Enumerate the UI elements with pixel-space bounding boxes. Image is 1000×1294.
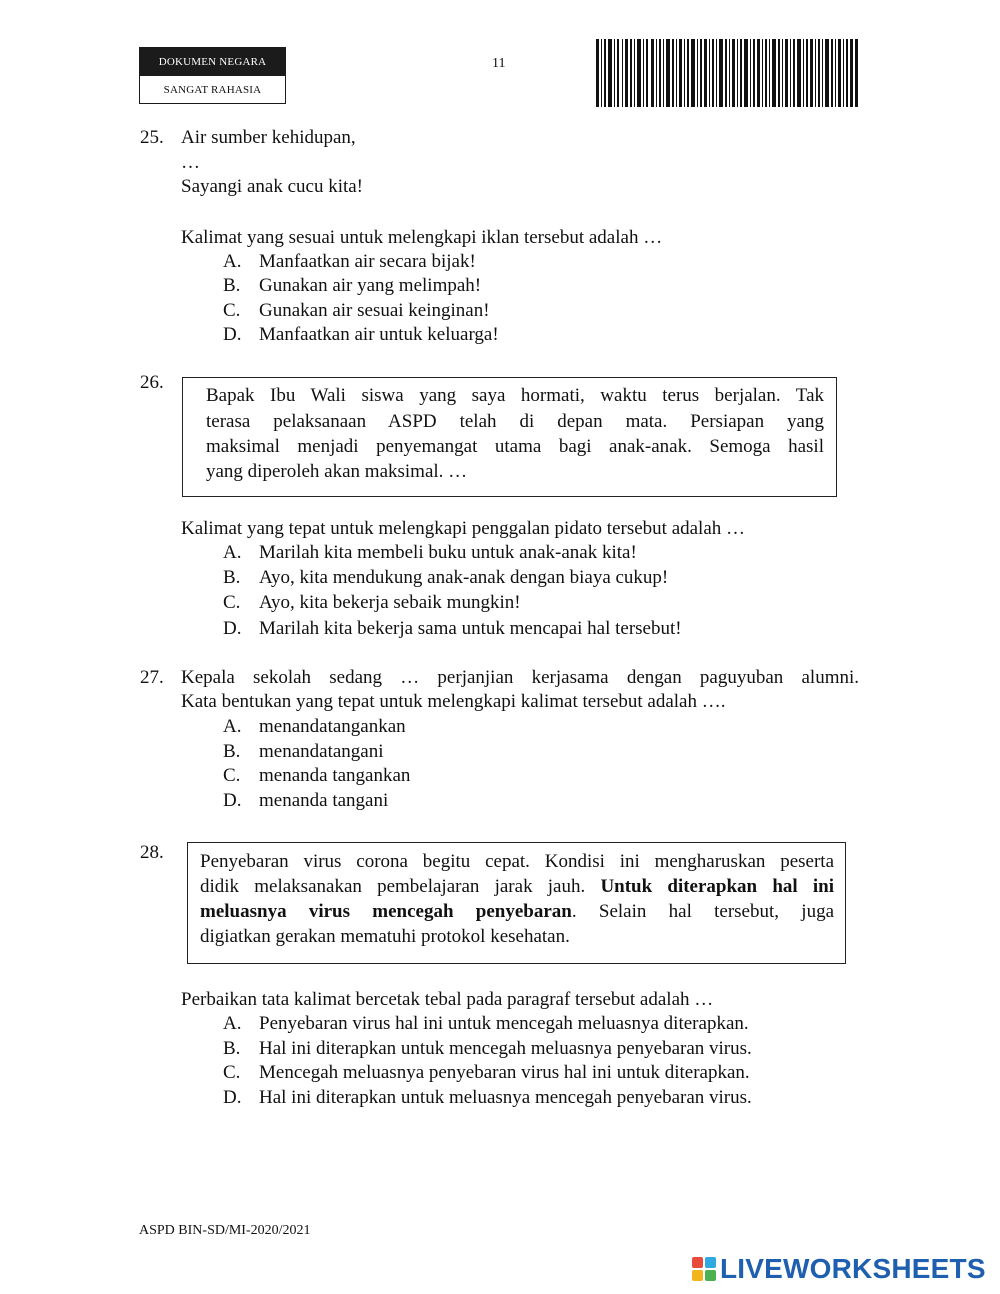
q25-ad-line-2: … <box>181 152 200 173</box>
q25-number: 25. <box>140 127 164 148</box>
q28-passage-line: didik melaksanakan pembelajaran jarak jauh. Untuk diterapkan hal ini <box>200 876 834 897</box>
q28-option-a[interactable]: A. Penyebaran virus hal ini untuk mencegah meluasnya diterapkan. <box>223 1013 749 1034</box>
q26-option-d[interactable]: D. Marilah kita bekerja sama untuk mencapai hal tersebut! <box>223 618 682 639</box>
liveworksheets-logo[interactable] <box>692 1253 986 1285</box>
q28-number: 28. <box>140 842 164 863</box>
q26-option-a[interactable]: A. Marilah kita membeli buku untuk anak-anak kita! <box>223 542 637 563</box>
q27-option-c[interactable]: C. menanda tangankan <box>223 765 411 786</box>
q28-question: Perbaikan tata kalimat bercetak tebal pada paragraf tersebut adalah … <box>181 989 714 1010</box>
q26-passage-line: Bapak Ibu Wali siswa yang saya hormati, waktu terus berjalan. Tak <box>206 385 824 406</box>
q28-option-c[interactable]: C. Mencegah meluasnya penyebaran virus hal ini untuk diterapkan. <box>223 1062 750 1083</box>
q26-option-c[interactable]: C. Ayo, kita bekerja sebaik mungkin! <box>223 592 521 613</box>
q28-passage-line: Penyebaran virus corona begitu cepat. Kondisi ini mengharuskan peserta <box>200 851 834 872</box>
footer-code: ASPD BIN-SD/MI-2020/2021 <box>139 1223 311 1238</box>
q25-option-a[interactable]: A. Manfaatkan air secara bijak! <box>223 251 476 272</box>
q27-number: 27. <box>140 667 164 688</box>
q28-passage-line: digiatkan gerakan mematuhi protokol kesehatan. <box>200 926 570 947</box>
q26-passage-line: yang diperoleh akan maksimal. … <box>206 461 468 482</box>
q27-option-b[interactable]: B. menandatangani <box>223 741 384 762</box>
q26-number: 26. <box>140 372 164 393</box>
doc-label-rahasia: SANGAT RAHASIA <box>139 75 286 104</box>
q26-passage-line: maksimal menjadi penyemangat utama bagi anak-anak. Semoga hasil <box>206 436 824 457</box>
brand-name: LIVEWORKSHEETS <box>720 1253 986 1284</box>
q25-option-b[interactable]: B. Gunakan air yang melimpah! <box>223 275 482 296</box>
barcode-icon <box>596 39 858 107</box>
q27-sentence: Kepala sekolah sedang … perjanjian kerjasama dengan paguyuban alumni. <box>181 667 859 688</box>
q26-option-b[interactable]: B. Ayo, kita mendukung anak-anak dengan biaya cukup! <box>223 567 669 588</box>
q28-bold-fragment: Untuk diterapkan hal ini <box>600 876 834 897</box>
q25-ad-line-1: Air sumber kehidupan, <box>181 127 356 148</box>
q26-passage-line: terasa pelaksanaan ASPD telah di depan mata. Persiapan yang <box>206 411 824 432</box>
q28-passage-box <box>187 842 846 964</box>
q25-option-d[interactable]: D. Manfaatkan air untuk keluarga! <box>223 324 499 345</box>
q28-option-d[interactable]: D. Hal ini diterapkan untuk meluasnya mencegah penyebaran virus. <box>223 1087 752 1108</box>
q28-bold-fragment: meluasnya virus mencegah penyebaran <box>200 901 572 922</box>
q27-option-a[interactable]: A. menandatangankan <box>223 716 406 737</box>
q28-passage-line: meluasnya virus mencegah penyebaran. Selain hal tersebut, juga <box>200 901 834 922</box>
q25-question: Kalimat yang sesuai untuk melengkapi iklan tersebut adalah … <box>181 227 663 248</box>
q26-passage-box <box>182 377 837 497</box>
q28-option-b[interactable]: B. Hal ini diterapkan untuk mencegah meluasnya penyebaran virus. <box>223 1038 752 1059</box>
q25-ad-line-3: Sayangi anak cucu kita! <box>181 176 364 197</box>
q26-question: Kalimat yang tepat untuk melengkapi penggalan pidato tersebut adalah … <box>181 518 746 539</box>
doc-label-negara: DOKUMEN NEGARA <box>139 47 286 76</box>
q27-option-d[interactable]: D. menanda tangani <box>223 790 389 811</box>
page-number: 11 <box>492 56 506 71</box>
q27-question: Kata bentukan yang tepat untuk melengkapi kalimat tersebut adalah …. <box>181 691 726 712</box>
liveworksheets-icon <box>692 1257 716 1281</box>
q25-option-c[interactable]: C. Gunakan air sesuai keinginan! <box>223 300 490 321</box>
